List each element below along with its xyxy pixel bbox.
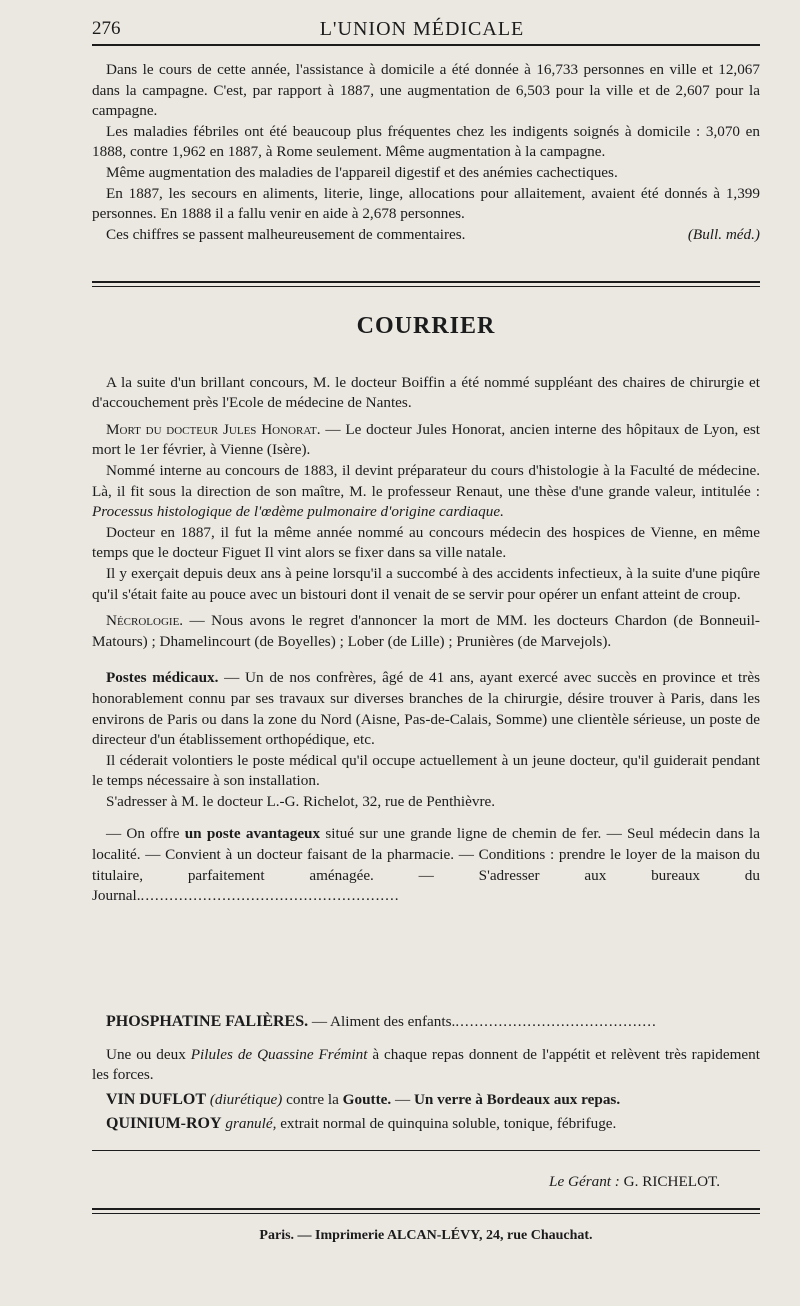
section-rule-thin [92,286,760,287]
article-text [92,60,760,245]
advertisement: QUINIUM-ROY granulé, extrait normal de quinquina soluble, tonique, fébrifuge. [106,1115,617,1133]
footer-rule-thick [92,1208,760,1210]
courrier-paragraph: Mort du docteur Jules Honorat. — Le docteur Jules Honorat, ancien interne des hôpitaux de Lyon, est mort le 1er février, à Vienne (Isère). [92,420,760,459]
courrier-paragraph: Nommé interne au concours de 1883, il devint préparateur du cours d'histologie à la Faculté de médecine. Là, il fit sous la direction de son maître, M. le professeur Renaut, une thèse d'une grande valeur, intitulée : Processus histologique de l'œdème pulmonaire d'origine cardiaque. [92,461,760,521]
courrier-paragraph: Il céderait volontiers le poste médical qu'il occupe actuellement à un jeune docteur, qu'il guiderait pendant le temps nécessaire à son installation. [92,751,760,790]
article-paragraph: Les maladies fébriles ont été beaucoup plus fréquentes chez les indigents soignés à domicile : 3,070 en 1888, contre 1,962 en 1887, à Rome seulement. Même augmentation à la campagne. [92,122,760,161]
advertisement: PHOSPHATINE FALIÈRES. — Aliment des enfants........................................... [106,1013,657,1030]
article-paragraph: Même augmentation des maladies de l'appareil digestif et des anémies cachectiques. [106,163,618,181]
footer-rule-top [92,1150,760,1151]
journal-title: L'UNION MÉDICALE [319,18,525,40]
courrier-paragraph: Postes médicaux. — Un de nos confrères, âgé de 41 ans, ayant exercé avec succès en province et très honorablement connu par ses travaux sur diverses branches de la chirurgie, désire trouver à Paris, dans les environs de Paris ou dans la zone du Nord (Aisne, Pas-de-Calais, Somme) une clientèle sérieuse, un poste de directeur d'un établissement orthopédique, etc. [92,669,760,749]
advertisement: VIN DUFLOT (diurétique) contre la Goutte. — Un verre à Bordeaux aux repas. [106,1090,621,1108]
postes-title: Postes médicaux. [106,669,219,687]
courrier-paragraph: S'adresser à M. le docteur L.-G. Richelot, 32, rue de Penthièvre. [106,792,496,810]
necrology-title: Nécrologie. [106,612,184,630]
footer-rule-thin [92,1213,760,1214]
courrier-section [92,313,760,907]
page-header [92,12,752,42]
gerant-label: Le Gérant : [549,1173,620,1190]
courrier-paragraph: A la suite d'un brillant concours, M. le docteur Boiffin a été nommé suppléant des chaires de chirurgie et d'accouchement près l'Ecole de médecine de Nantes. [92,373,760,412]
ad-brand: PHOSPHATINE FALIÈRES. [106,1013,309,1030]
article-paragraph [92,225,760,246]
article-closing: Ces chiffres se passent malheureusement de commentaires. [106,225,466,243]
gerant-line [92,1172,720,1193]
obituary-title: Mort du docteur Jules Honorat. [106,420,321,438]
advertisement: Une ou deux Pilules de Quassine Frémint à chaque repas donnent de l'appétit et relèvent très rapidement les forces. [92,1045,760,1084]
thesis-title: Processus histologique de l'œdème pulmonaire d'origine cardiaque. [92,503,504,521]
printer-line: Paris. — Imprimerie ALCAN-LÉVY, 24, rue Chauchat. [259,1228,593,1243]
courrier-paragraph: Il y exerçait depuis deux ans à peine lorsqu'il a succombé à des accidents infectieux, à la suite d'une piqûre qu'il s'était faite au pouce avec un bistouri dont il venait de se servir pour opérer un enfant atteint de croup. [92,564,760,603]
ad-product: Pilules de Quassine Frémint [190,1045,368,1063]
article-paragraph: Dans le cours de cette année, l'assistance à domicile a été donnée à 16,733 personnes en ville et 12,067 dans la campagne. C'est, par rapport à 1887, une augmentation de 6,503 pour la ville et de 2,607 pour la campagne. [92,61,760,120]
courrier-paragraph: Docteur en 1887, il fut la même année nommé au concours médecin des hospices de Vienne, en même temps que le docteur Figuet Il vint alors se fixer dans sa ville natale. [92,523,760,562]
gerant-name: G. RICHELOT. [619,1173,720,1190]
section-rule-thick [92,281,760,283]
advertisements [92,1012,760,1135]
article-paragraph: En 1887, les secours en aliments, literie, linge, allocations pour allaitement, avaient été donnés à 1,399 personnes. En 1888 il a fallu venir en aide à 2,678 personnes. [92,184,760,223]
courrier-heading: COURRIER [356,313,496,339]
article-source: (Bull. méd.) [687,225,760,243]
ad-brand: QUINIUM-ROY [106,1115,222,1133]
courrier-paragraph: — On offre un poste avantageux situé sur une grande ligne de chemin de fer. — Seul médecin dans la localité. — Convient à un docteur faisant de la pharmacie. — Conditions : prendre le loyer de la maison du titulaire, parfaitement aménagée. — S'adresser aux bureaux du Journal....................................................... [92,825,760,905]
offer-highlight: un poste avantageux [184,825,321,843]
header-rule [92,44,760,46]
page-number: 276 [92,18,121,39]
courrier-paragraph: Nécrologie. — Nous avons le regret d'annoncer la mort de MM. les docteurs Chardon (de Bonneuil-Matours) ; Dhamelincourt (de Boyelles) ; Lober (de Lille) ; Prunières (de Marvejols). [92,612,760,650]
ad-brand: VIN DUFLOT [106,1090,207,1108]
